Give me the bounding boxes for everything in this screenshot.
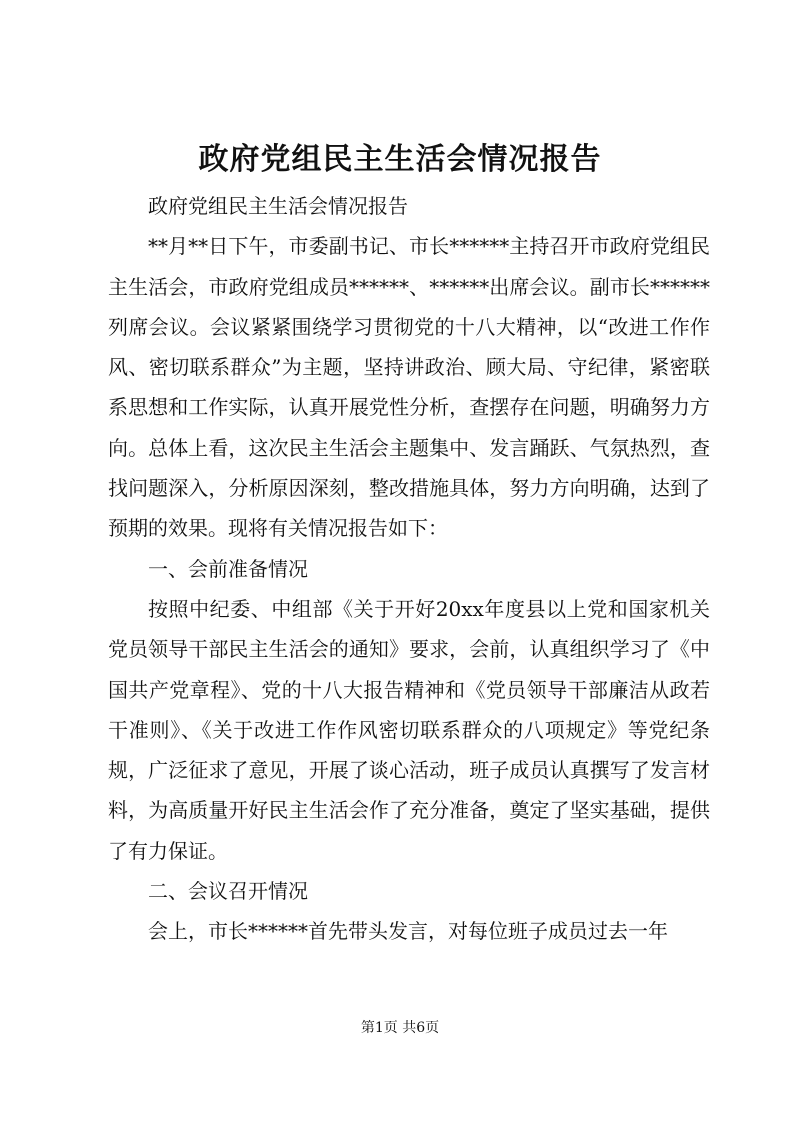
paragraph-preparation: 按照中纪委、中组部《关于开好20xx年度县以上党和国家机关党员领导干部民主生活会的通知》要求，会前，认真组织学习了《中国共产党章程》、党的十八大报告精神和《党员领导干部廉洁从政若干准则》、《关于改进工作作风密切联系群众的八项规定》等党纪条规，广泛征求了意见，开展了谈心活动，班子成员认真撰写了发言材料，为高质量开好民主生活会作了充分准备，奠定了坚实基础，提供了有力保证。 xyxy=(108,596,710,863)
document-body xyxy=(108,186,710,952)
section-heading-meeting: 二、会议召开情况 xyxy=(148,879,308,904)
document-title: 政府党组民主生活会情况报告 xyxy=(198,142,602,177)
paragraph-meeting: 会上，市长******首先带头发言，对每位班子成员过去一年 xyxy=(148,919,668,944)
page-number-footer: 第1页 共6页 xyxy=(360,1020,440,1036)
paragraph-subtitle: 政府党组民主生活会情况报告 xyxy=(148,194,408,218)
paragraph-intro: **月**日下午，市委副书记、市长******主持召开市政府党组民主生活会，市政府党组成员******、******出席会议。副市长******列席会议。会议紧紧围绕学习贯彻党的十八大精神，以“改进工作作风、密切联系群众”为主题，坚持讲政治、顾大局、守纪律，紧密联系思想和工作实际，认真开展党性分析，查摆存在问题，明确努力方向。总体上看，这次民主生活会主题集中、发言踊跃、气氛热烈，查找问题深入，分析原因深刻，整改措施具体，努力方向明确，达到了预期的效果。现将有关情况报告如下： xyxy=(108,234,710,541)
section-heading-preparation: 一、会前准备情况 xyxy=(148,556,308,581)
